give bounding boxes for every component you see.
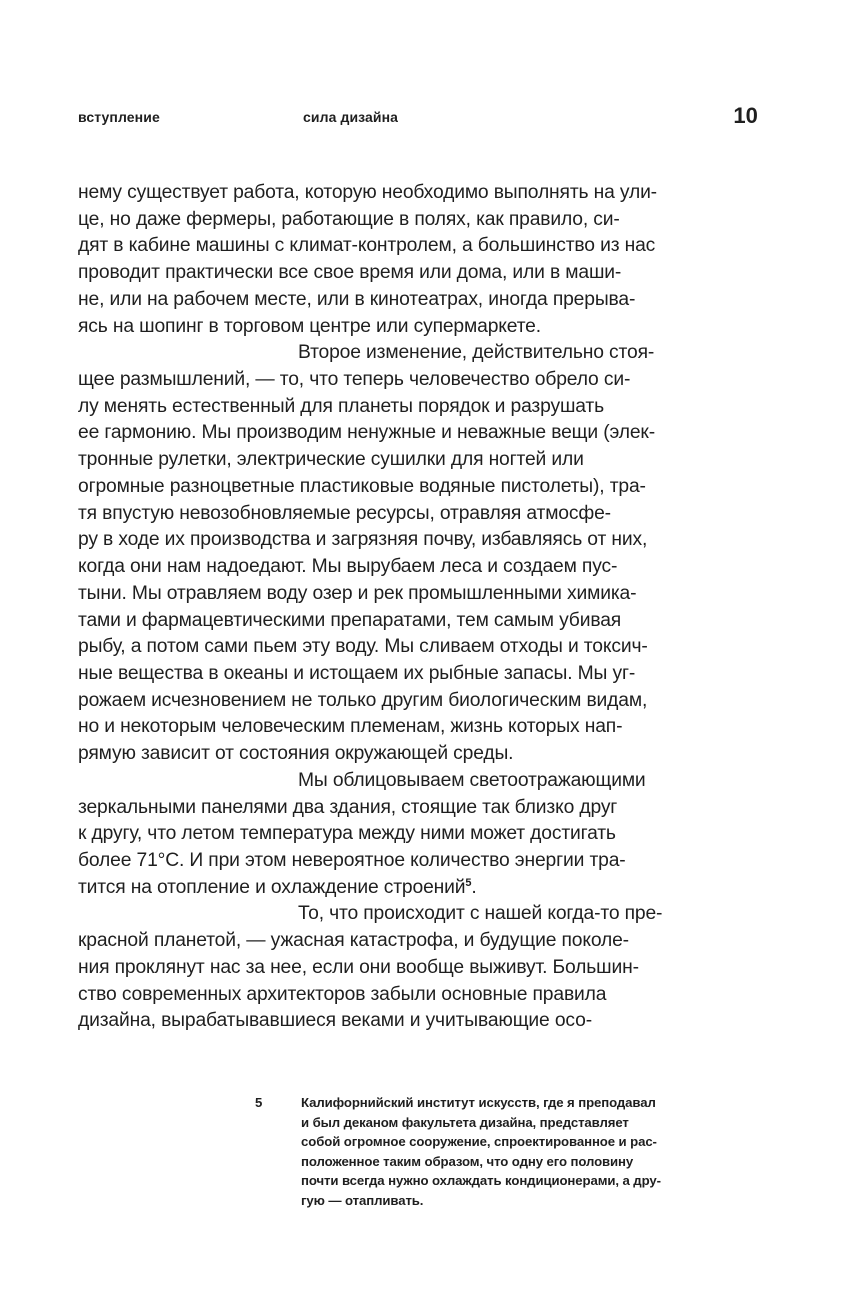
text-line: ру в ходе их производства и загрязняя почву, избавляясь от них, (78, 529, 648, 551)
text-line: зеркальными панелями два здания, стоящие так близко друг (78, 796, 618, 818)
text-line: ясь на шопинг в торговом центре или супермаркете. (78, 315, 541, 337)
text-line: лу менять естественный для планеты порядок и разрушать (78, 395, 605, 417)
text-line: когда они нам надоедают. Мы вырубаем леса и создаем пус- (78, 556, 618, 578)
paragraph-start-line: Мы облицовываем светоотражающими (298, 769, 646, 791)
text-line: ство современных архитекторов забыли основные правила (78, 983, 607, 1005)
footnote-number: 5 (255, 1095, 263, 1110)
chapter-title: сила дизайна (303, 109, 399, 125)
text-line: более 71°С. И при этом невероятное количество энергии тра- (78, 849, 626, 871)
running-header (78, 103, 758, 133)
body-text (78, 180, 758, 1035)
text-line: тя впустую невозобновляемые ресурсы, отравляя атмосфе- (78, 502, 611, 524)
footnote-reference: 5 (465, 876, 472, 889)
paragraph-start-line: Второе изменение, действительно стоя- (298, 342, 655, 364)
text-line: проводит практически все свое время или дома, или в маши- (78, 262, 622, 284)
text-line: ния проклянут нас за нее, если они вообще выживут. Большин- (78, 956, 639, 978)
text-line: не, или на рабочем месте, или в кинотеатрах, иногда прерыва- (78, 288, 636, 310)
footnote-line: собой огромное сооружение, спроектированное и рас- (301, 1134, 657, 1149)
text-segment: тится на отопление и охлаждение строений (78, 876, 466, 898)
text-line: щее размышлений, — то, что теперь человечество обрело си- (78, 369, 631, 391)
footnote-line: и был деканом факультета дизайна, представляет (301, 1114, 629, 1130)
text-line: тами и фармацевтическими препаратами, тем самым убивая (78, 609, 622, 631)
text-line: ные вещества в океаны и истощаем их рыбные запасы. Мы уг- (78, 662, 636, 684)
text-line: огромные разноцветные пластиковые водяные пистолеты), тра- (78, 475, 646, 497)
text-line: ее гармонию. Мы производим ненужные и неважные вещи (элек- (78, 422, 655, 444)
footnote-text (301, 1093, 661, 1210)
text-line-with-footnote: тится на отопление и охлаждение строений$^5$. (78, 876, 477, 898)
footnote-line: почти всегда нужно охлаждать кондиционерами, а дру- (301, 1173, 661, 1188)
page-number: 10 (733, 103, 758, 128)
footnote-line: Калифорнийский институт искусств, где я преподавал (301, 1095, 656, 1110)
text-line: тронные рулетки, электрические сушилки для ногтей или (78, 449, 584, 471)
section-title: вступление (78, 109, 160, 125)
paragraph-start-line: То, что происходит с нашей когда-то пре- (298, 903, 663, 925)
text-line: рямую зависит от состояния окружающей среды. (78, 743, 514, 765)
text-line: тыни. Мы отравляем воду озер и рек промышленными химика- (78, 582, 637, 604)
footnote-line: гую — отапливать. (301, 1192, 424, 1208)
text-line: красной планетой, — ужасная катастрофа, и будущие поколе- (78, 930, 629, 952)
text-line: це, но даже фермеры, работающие в полях, как правило, си- (78, 208, 620, 230)
text-line: дизайна, вырабатывавшиеся веками и учитывающие осо- (78, 1010, 592, 1032)
footnote-line: положенное таким образом, что одну его половину (301, 1153, 634, 1169)
text-line: к другу, что летом температура между ними может достигать (78, 823, 616, 845)
text-line: но и некоторым человеческим племенам, жизнь которых нап- (78, 716, 623, 738)
text-line: нему существует работа, которую необходимо выполнять на ули- (78, 182, 657, 203)
text-line: рыбу, а потом сами пьем эту воду. Мы сливаем отходы и токсич- (78, 636, 648, 658)
text-line: рожаем исчезновением не только другим биологическим видам, (78, 689, 648, 711)
text-line: дят в кабине машины с климат-контролем, а большинство из нас (78, 235, 656, 257)
